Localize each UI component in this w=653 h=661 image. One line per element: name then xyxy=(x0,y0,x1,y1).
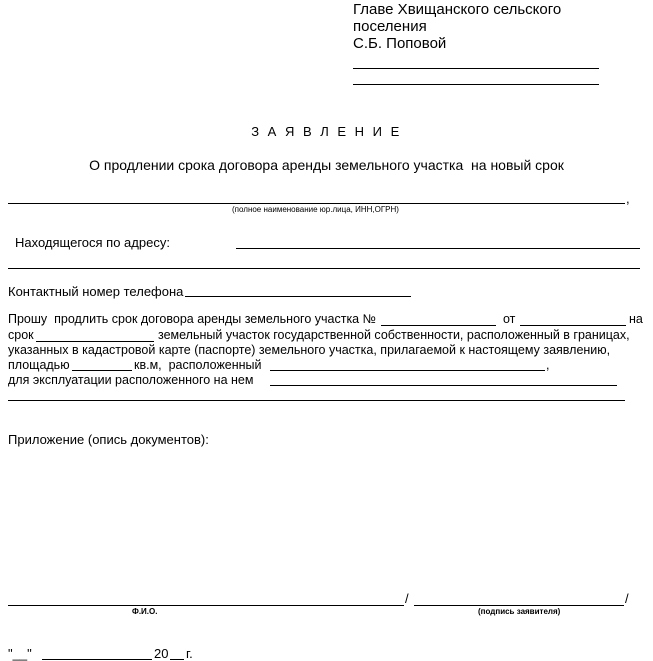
area-line[interactable] xyxy=(72,370,132,371)
contract-date-line[interactable] xyxy=(520,325,626,326)
signature-line[interactable] xyxy=(414,605,624,606)
address-line-2[interactable] xyxy=(8,268,640,269)
fio-line[interactable] xyxy=(8,605,404,606)
date-month-line[interactable] xyxy=(42,659,152,660)
date-day: "__" xyxy=(8,646,32,661)
signature-caption: (подпись заявителя) xyxy=(478,607,561,616)
request-text-1c: на xyxy=(629,312,643,326)
request-text-1a: Прошу продлить срок договора аренды земельного участка № xyxy=(8,312,377,326)
addressee-line-1: Главе Хвищанского сельского xyxy=(353,1,562,18)
purpose-line[interactable] xyxy=(270,385,617,386)
signature-slash-2: / xyxy=(625,591,629,606)
location-line[interactable] xyxy=(270,370,545,371)
phone-line[interactable] xyxy=(185,296,411,297)
addressee-line-2: поселения xyxy=(353,18,427,35)
request-text-4c: , xyxy=(546,358,550,372)
addressee-blank-line-2[interactable] xyxy=(353,84,599,85)
addressee-blank-line-1[interactable] xyxy=(353,68,599,69)
date-year-suffix: г. xyxy=(186,646,193,661)
document-title: З А Я В Л Е Н И Е xyxy=(251,124,402,139)
fio-caption: Ф.И.О. xyxy=(132,607,158,616)
addressee-line-3: С.Б. Поповой xyxy=(353,35,447,52)
attachments-label: Приложение (опись документов): xyxy=(8,432,209,447)
phone-label: Контактный номер телефона xyxy=(8,284,184,299)
request-text-4b: кв.м, расположенный xyxy=(134,358,262,372)
date-year-prefix: 20 xyxy=(154,646,169,661)
contract-number-line[interactable] xyxy=(381,325,496,326)
applicant-name-line[interactable] xyxy=(8,203,625,204)
request-text-3: указанных в кадастровой карте (паспорте) земельного участка, прилагаемой к настоящему заявлению, xyxy=(8,343,611,357)
purpose-line-2[interactable] xyxy=(8,400,625,401)
term-line[interactable] xyxy=(36,341,154,342)
applicant-caption: (полное наименование юр.лица, ИНН,ОГРН) xyxy=(232,205,399,214)
address-line-1[interactable] xyxy=(236,248,640,249)
request-text-2a: срок xyxy=(8,328,34,342)
applicant-trailing-comma: , xyxy=(626,191,630,206)
request-text-2b: земельный участок государственной собственности, расположенный в границах, xyxy=(158,328,630,342)
address-label: Находящегося по адресу: xyxy=(15,235,170,250)
request-text-5: для эксплуатации расположенного на нем xyxy=(8,373,254,387)
request-text-4a: площадью xyxy=(8,358,70,372)
date-year-line[interactable] xyxy=(170,659,184,660)
signature-slash-1: / xyxy=(405,591,409,606)
request-text-1b: от xyxy=(503,312,516,326)
document-subject: О продлении срока договора аренды земельного участка на новый срок xyxy=(89,157,564,173)
